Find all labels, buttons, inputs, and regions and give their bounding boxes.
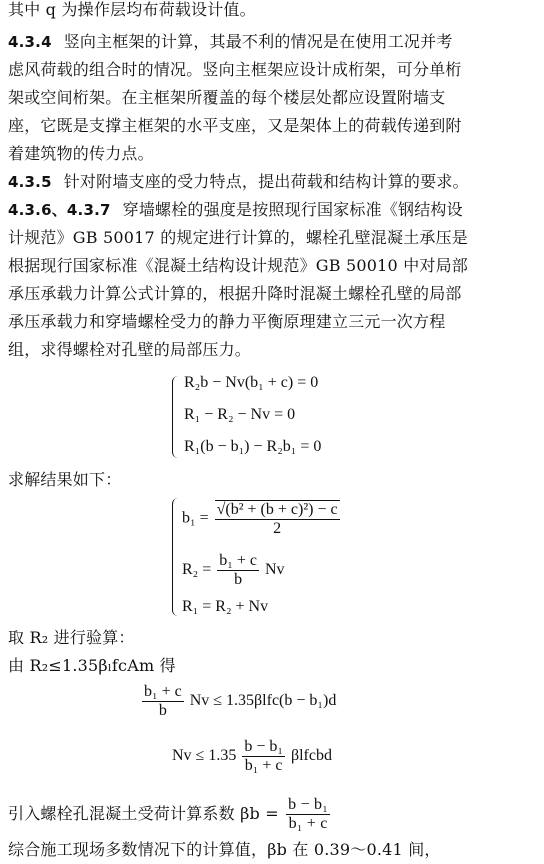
text-line: 竖向主框架的计算，其最不利的情况是在使用工况并考 — [63, 32, 453, 51]
text-line: 根据现行国家标准《混凝土结构设计规范》GB 50010 中对局部 — [8, 256, 469, 275]
equation-2: R₁ − R₂ − Nv = 0 — [184, 406, 296, 423]
solution-r1: R₁ = R₂ + Nv — [182, 598, 269, 615]
equation-1: R₂b − Nv(b₁ + c) = 0 — [184, 374, 319, 391]
text-line: 穿墙螺栓的强度是按照现行国家标准《钢结构设 — [122, 200, 463, 219]
equation-3: R₁(b − b₁) − R₂b₁ = 0 — [184, 438, 322, 455]
section-number: 4.3.4 — [8, 33, 52, 51]
text-line: 承压承载力和穿墙螺栓受力的静力平衡原理建立三元一次方程 — [8, 312, 446, 331]
paragraph-4-3-4-line — [8, 28, 453, 57]
text-line: 综合施工现场多数情况下的计算值，βb 在 0.39～0.41 间， — [8, 840, 441, 859]
text-line: 针对附墙支座的受力特点，提出荷载和结构计算的要求。 — [63, 172, 469, 191]
section-number: 4.3.6、4.3.7 — [8, 201, 111, 219]
left-brace — [172, 376, 179, 458]
text-line: 承压承载力计算公式计算的，根据升降时混凝土螺栓孔壁的局部 — [8, 284, 462, 303]
section-number: 4.3.5 — [8, 173, 52, 191]
text-line: 其中 q 为操作层均布荷载设计值。 — [8, 0, 256, 19]
text-line: 取 R₂ 进行验算： — [8, 628, 135, 647]
text-line: 虑风荷载的组合时的情况。竖向主框架应设计成桁架，可分单桁 — [8, 60, 462, 79]
text-line: 着建筑物的传力点。 — [8, 144, 154, 163]
inequality-2: Nv ≤ 1.35 $\frac{\text{b − b₁}}{\text{b₁ + c}}$ βlfcbd — [172, 738, 332, 774]
paragraph-4-3-5-line — [8, 168, 469, 197]
solution-b1: b₁ = $\frac{\text{√(b² + (b + c)²) − c}}{2}$ — [182, 501, 338, 537]
solution-r2: R₂ = $\frac{\text{b₁ + c}}{b}$ Nv — [182, 552, 285, 588]
text-line: 架或空间桁架。在主框架所覆盖的每个楼层处都应设置附墙支 — [8, 88, 446, 107]
coefficient-line: 引入螺栓孔混凝土受荷计算系数 βb = $\frac{\text{b − b₁}}{\text{b₁ + c}}$ — [8, 796, 328, 832]
text-line: 由 R₂≤1.35βₗfcAm 得 — [8, 656, 176, 675]
text-line: 求解结果如下： — [8, 470, 122, 489]
paragraph-4-3-6-line — [8, 196, 463, 225]
left-brace — [172, 498, 179, 616]
text-line: 组，求得螺栓对孔壁的局部压力。 — [8, 340, 252, 359]
text-line: 座，它既是支撑主框架的水平支座，又是架体上的荷载传递到附 — [8, 116, 462, 135]
inequality-1: $\frac{\text{b₁ + c}}{b}$ Nv ≤ 1.35βlfc(b − b₁)d — [144, 683, 337, 719]
text-line: 计规范》GB 50017 的规定进行计算的，螺栓孔壁混凝土承压是 — [8, 228, 469, 247]
